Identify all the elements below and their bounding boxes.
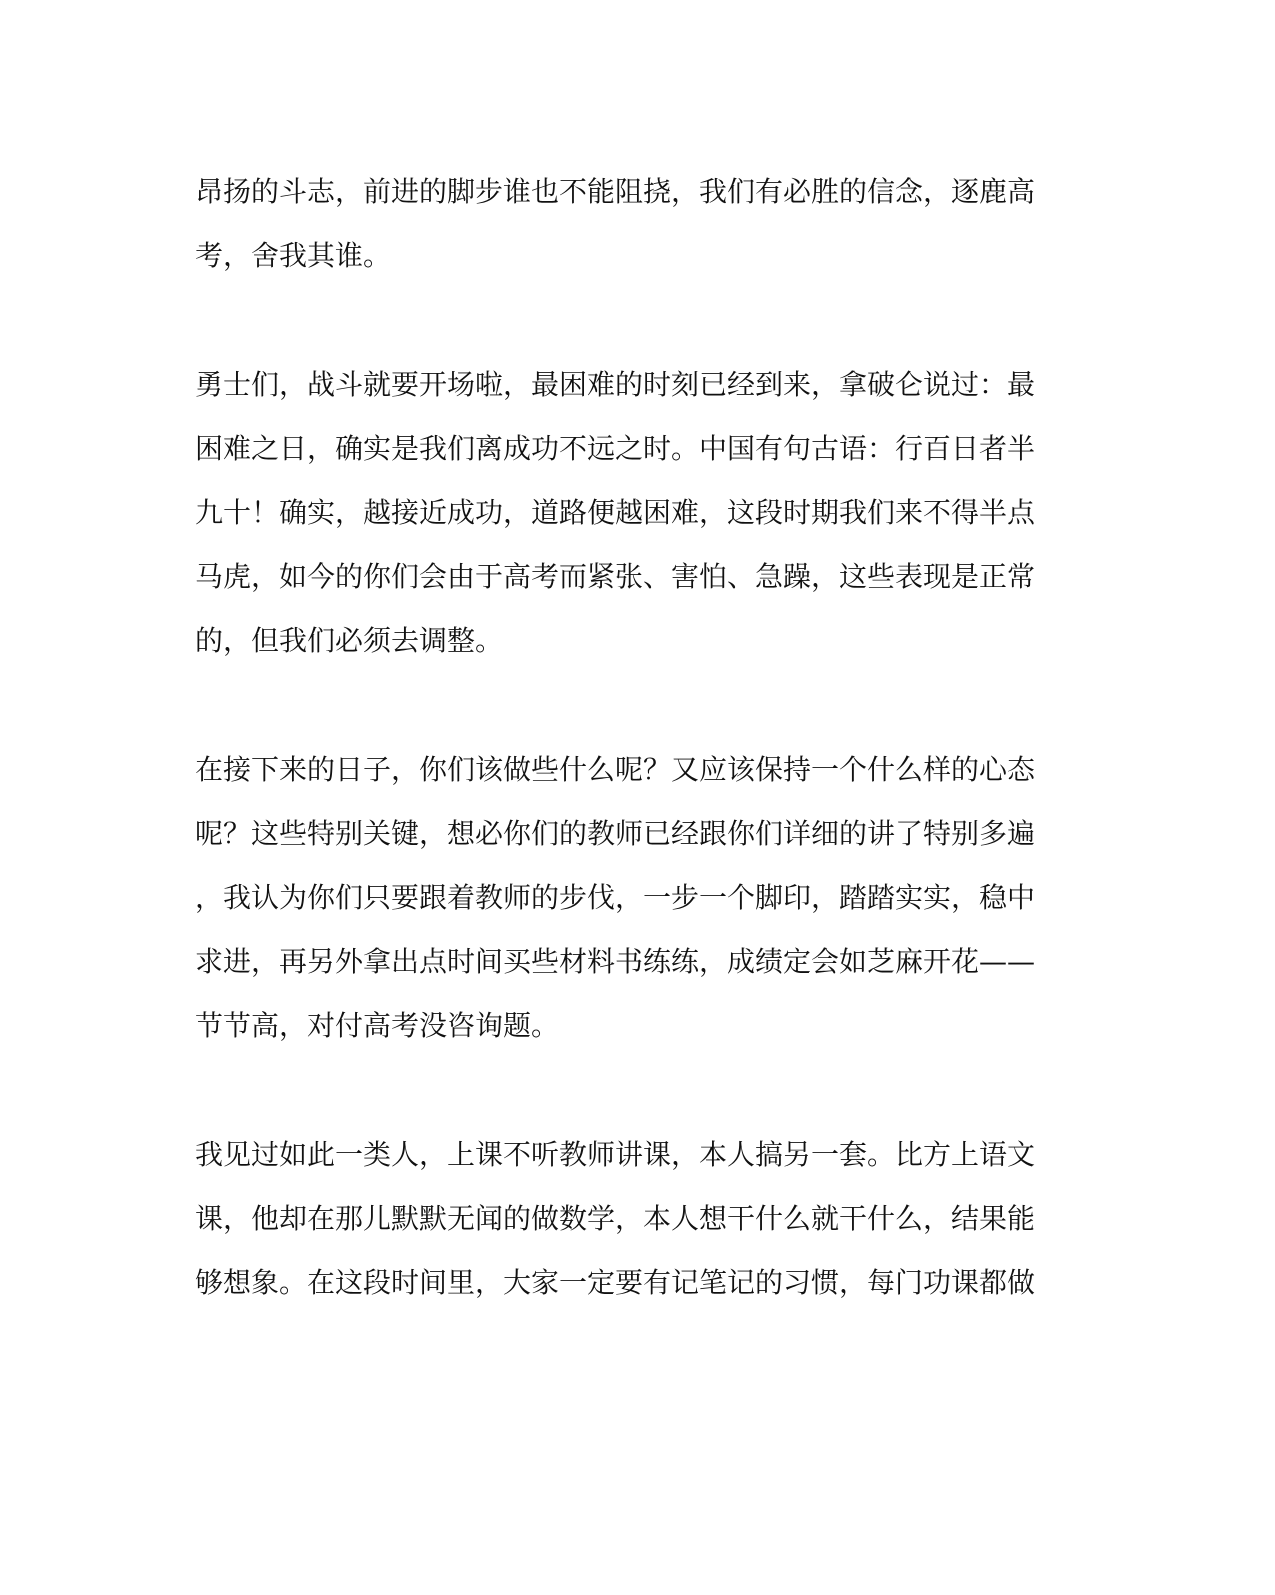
paragraph-line: 我见过如此一类人，上课不听教师讲课，本人搞另一套。比方上语文 [195, 1138, 1036, 1171]
paragraph-line: ，我认为你们只要跟着教师的步伐，一步一个脚印，踏踏实实，稳中 [195, 881, 1036, 914]
paragraph-2 [195, 353, 1055, 673]
paragraph-line: 的，但我们必须去调整。 [195, 624, 504, 657]
paragraph-line: 马虎，如今的你们会由于高考而紧张、害怕、急躁，这些表现是正常 [195, 560, 1036, 593]
paragraph-line: 在接下来的日子，你们该做些什么呢？又应该保持一个什么样的心态 [195, 753, 1036, 786]
paragraph-line: 节节高，对付高考没咨询题。 [195, 1009, 560, 1042]
paragraph-3 [195, 738, 1055, 1058]
paragraph-line: 九十！确实，越接近成功，道路便越困难，这段时期我们来不得半点 [195, 496, 1036, 529]
paragraph-line: 课，他却在那儿默默无闻的做数学，本人想干什么就干什么，结果能 [195, 1202, 1036, 1235]
paragraph-line: 昂扬的斗志，前进的脚步谁也不能阻挠，我们有必胜的信念，逐鹿高 [195, 175, 1036, 208]
paragraph-line: 够想象。在这段时间里，大家一定要有记笔记的习惯，每门功课都做 [195, 1266, 1036, 1299]
paragraph-line: 勇士们，战斗就要开场啦，最困难的时刻已经到来，拿破仑说过：最 [195, 368, 1036, 401]
paragraph-1 [195, 160, 1055, 288]
paragraph-line: 求进，再另外拿出点时间买些材料书练练，成绩定会如芝麻开花—— [195, 945, 1036, 978]
paragraph-line: 困难之日，确实是我们离成功不远之时。中国有句古语：行百日者半 [195, 432, 1036, 465]
paragraph-line: 考，舍我其谁。 [195, 239, 392, 272]
paragraph-line: 呢？这些特别关键，想必你们的教师已经跟你们详细的讲了特别多遍 [195, 817, 1036, 850]
document-body [195, 160, 1055, 1380]
paragraph-4 [195, 1123, 1055, 1315]
